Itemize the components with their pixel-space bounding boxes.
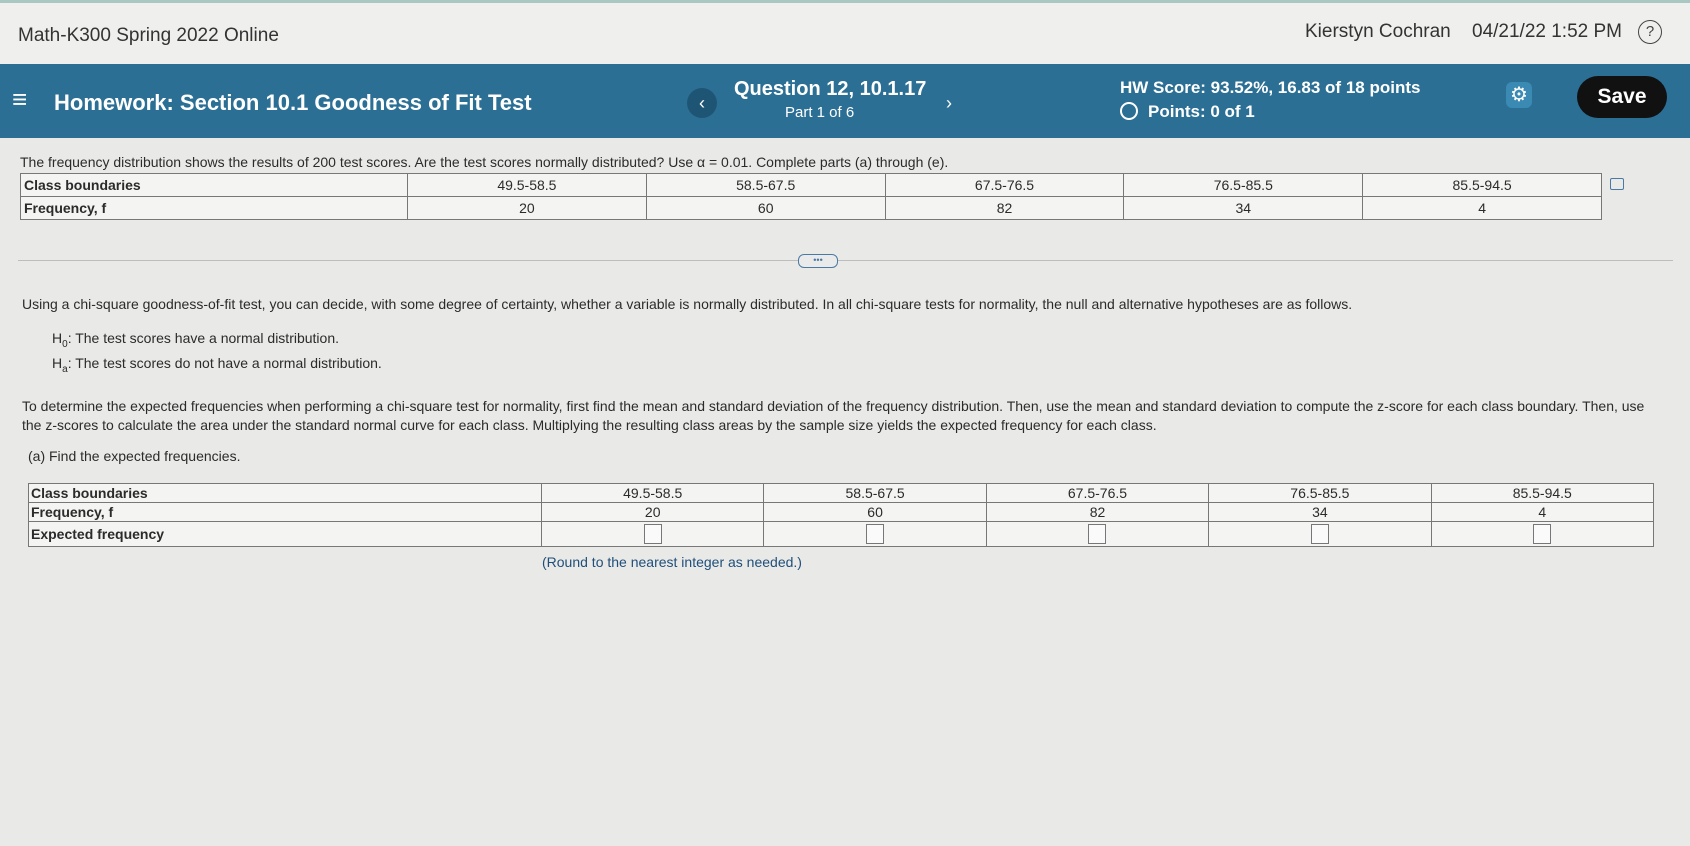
copy-table-icon[interactable] [1610, 178, 1624, 190]
previous-question-button[interactable]: ‹ [687, 88, 717, 118]
table-cell: 85.5-94.5 [1431, 484, 1653, 503]
table-cell [986, 522, 1208, 547]
table-cell: 20 [408, 197, 647, 220]
ha-subscript: a [62, 363, 68, 375]
method-text: To determine the expected frequencies when performing a chi-square test for normality, first find the mean and standard deviation of the frequency distribution. Then, use the mean and standard deviation to compute the z-score for each class boundary. Then, use the z-scores to calculate the area under the standard normal curve for each class. Multiplying the resulting class areas by the sample size yields the expected frequency for each class. [22, 398, 1645, 433]
table-cell: 67.5-76.5 [986, 484, 1208, 503]
alternative-hypothesis [52, 355, 382, 375]
row-label: Class boundaries [21, 174, 408, 197]
points-circle-icon [1120, 102, 1138, 120]
table-cell: 49.5-58.5 [542, 484, 764, 503]
table-cell: 49.5-58.5 [408, 174, 647, 197]
table-row [29, 503, 1654, 522]
table-row [21, 174, 1602, 197]
menu-icon[interactable]: ≡ [12, 84, 28, 114]
ha-text: : The test scores do not have a normal distribution. [67, 355, 382, 371]
expected-input[interactable] [1088, 524, 1106, 544]
table-row [29, 484, 1654, 503]
table-cell [542, 522, 764, 547]
table-cell: 58.5-67.5 [646, 174, 885, 197]
expected-input[interactable] [1533, 524, 1551, 544]
table-cell [1431, 522, 1653, 547]
question-title: Question 12, 10.1.17 [734, 78, 927, 100]
help-icon[interactable]: ? [1638, 20, 1662, 44]
table-row [21, 197, 1602, 220]
table-cell: 60 [764, 503, 986, 522]
table-cell: 67.5-76.5 [885, 174, 1124, 197]
table-cell: 34 [1209, 503, 1431, 522]
expected-input[interactable] [866, 524, 884, 544]
row-label: Class boundaries [29, 484, 542, 503]
part-a-prompt: (a) Find the expected frequencies. [28, 448, 241, 464]
table-cell: 34 [1124, 197, 1363, 220]
expected-frequency-table [28, 483, 1654, 547]
h0-subscript: 0 [62, 338, 68, 350]
question-part: Part 1 of 6 [785, 104, 855, 121]
datetime: 04/21/22 1:52 PM [1472, 21, 1622, 42]
table-cell: 4 [1431, 503, 1653, 522]
course-title: Math-K300 Spring 2022 Online [18, 25, 279, 46]
table-cell [1209, 522, 1431, 547]
points-status [1120, 102, 1255, 122]
null-hypothesis [52, 330, 339, 350]
hw-score: HW Score: 93.52%, 16.83 of 18 points [1120, 78, 1421, 97]
expected-input[interactable] [1311, 524, 1329, 544]
points-text: Points: 0 of 1 [1148, 102, 1255, 121]
rounding-note: (Round to the nearest integer as needed.) [542, 554, 802, 570]
table-cell: 82 [885, 197, 1124, 220]
h0-symbol: H [52, 330, 63, 346]
homework-bar [0, 64, 1690, 138]
top-bar [0, 0, 1690, 64]
table-cell: 4 [1363, 197, 1602, 220]
table-cell: 76.5-85.5 [1124, 174, 1363, 197]
question-text: The frequency distribution shows the results of 200 test scores. Are the test scores normally distributed? Use α = 0.01. Complete parts (a) through (e). [20, 154, 949, 170]
row-label: Expected frequency [29, 522, 542, 547]
row-label: Frequency, f [29, 503, 542, 522]
table-cell [764, 522, 986, 547]
table-cell: 60 [646, 197, 885, 220]
save-button[interactable]: Save [1577, 76, 1667, 118]
table-cell: 85.5-94.5 [1363, 174, 1602, 197]
table-cell: 76.5-85.5 [1209, 484, 1431, 503]
table-row [29, 522, 1654, 547]
frequency-table [20, 173, 1602, 220]
expected-input[interactable] [644, 524, 662, 544]
expand-button[interactable]: ••• [798, 254, 838, 268]
ha-symbol: H [52, 355, 63, 371]
row-label: Frequency, f [21, 197, 408, 220]
h0-text: : The test scores have a normal distribution. [67, 330, 340, 346]
intro-text: Using a chi-square goodness-of-fit test, you can decide, with some degree of certainty, whether a variable is normally distributed. In all chi-square tests for normality, the null and alternative hypotheses are as follows. [22, 296, 1353, 312]
homework-title: Homework: Section 10.1 Goodness of Fit Test [54, 90, 532, 115]
table-cell: 20 [542, 503, 764, 522]
gear-icon[interactable]: ⚙ [1506, 82, 1532, 108]
next-question-button[interactable]: › [946, 93, 952, 113]
user-name[interactable]: Kierstyn Cochran [1305, 21, 1451, 42]
divider [18, 260, 1673, 261]
table-cell: 58.5-67.5 [764, 484, 986, 503]
table-cell: 82 [986, 503, 1208, 522]
